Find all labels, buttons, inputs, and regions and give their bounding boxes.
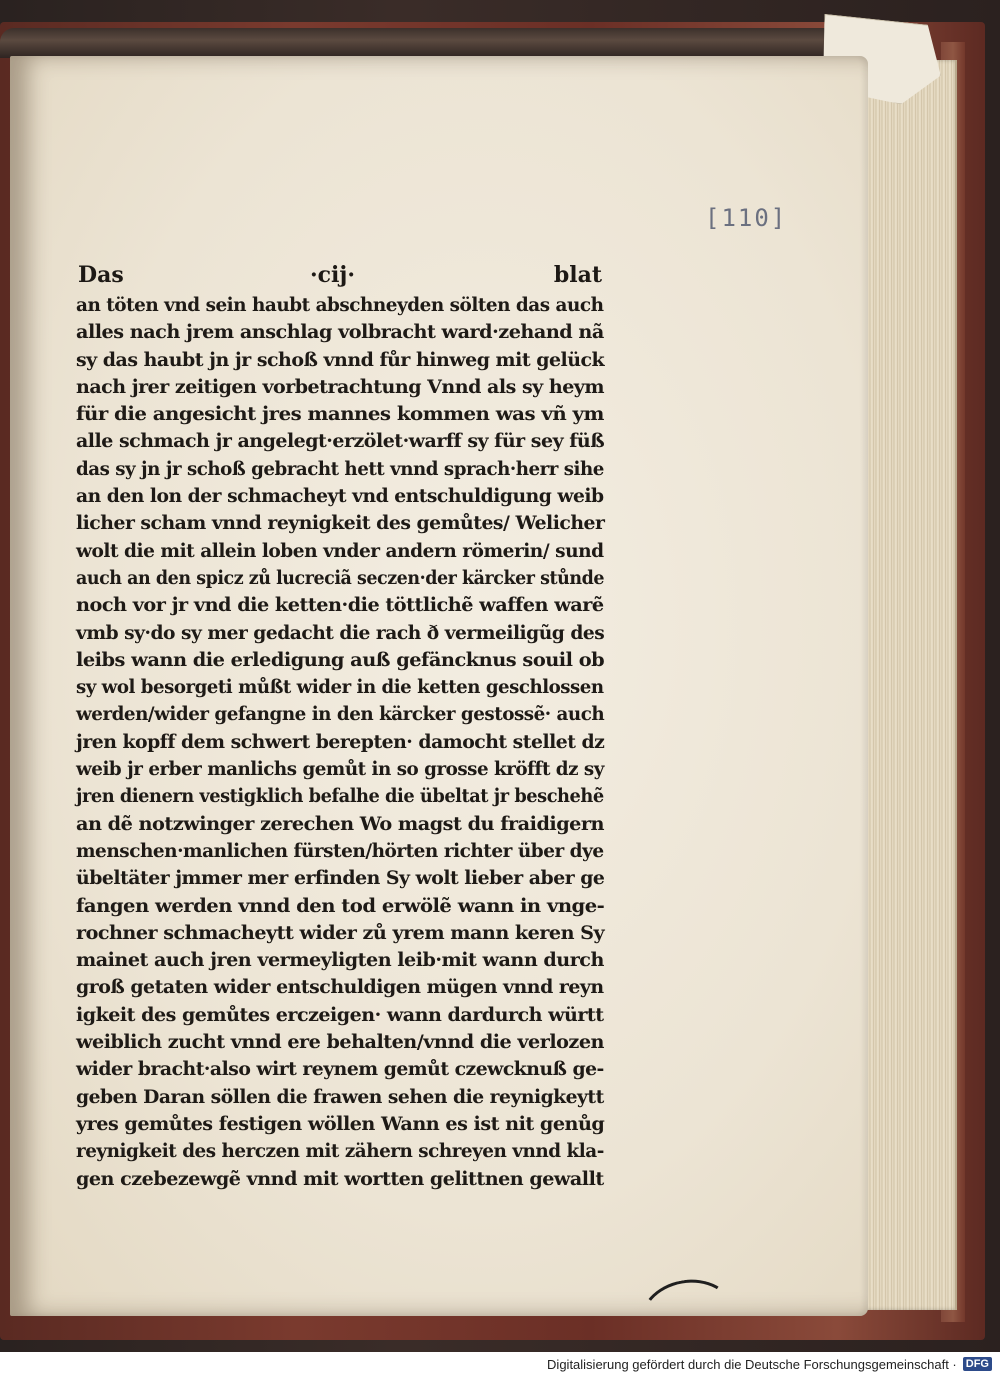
text-line: menschen·manlichen fürsten/hörten richter über dye [76,839,604,862]
pencil-folio-note: [110] [705,204,788,232]
text-line: sy wol besorgeti můßt wider in die ketten geschlossen [76,676,604,699]
text-line: an den lon der schmacheyt vnd entschuldigung weib [76,485,604,508]
text-line: geben Daran söllen die frawen sehen die reynigkeytt [76,1085,604,1108]
text-line: für die angesicht jres mannes kommen was vñ ym [76,403,604,426]
text-line: wider bracht·also wirt reynem gemůt czewcknuß ge- [76,1058,604,1081]
text-line: alles nach jrem anschlag volbracht ward·zehand nã [76,321,604,344]
text-line: fangen werden vnnd den tod erwölẽ wann in vnge- [76,894,605,917]
text-line: nach jrer zeitigen vorbetrachtung Vnnd als sy heym [76,375,605,398]
text-line: reynigkeit des herczen mit zähern schreyen vnnd kla- [76,1140,604,1163]
text-line: weiblich zucht vnnd ere behalten/vnnd die verlozen [76,1031,604,1054]
text-line: jren dienern vestigklich befalhe die übeltat jr beschehẽ [76,785,604,808]
dfg-logo: DFG [963,1357,992,1371]
text-line: jren kopff dem schwert berepten· damocht stellet dz [76,730,605,753]
book-page [10,56,868,1316]
text-line: rochner schmacheytt wider zů yrem mann keren Sy [76,921,605,944]
text-block [76,292,604,1193]
text-line: vmb sy·do sy mer gedacht die rach ð vermeiligũg des [76,621,605,644]
text-line: licher scham vnnd reynigkeit des gemůtes/ Welicher [76,512,605,535]
running-head [78,262,602,294]
text-line: übeltäter jmmer mer erfinden Sy wolt lieber aber ge [76,867,605,890]
text-line: wolt die mit allein loben vnder andern römerin/ sund [76,539,604,562]
text-line: mainet auch jren vermeyligten leib·mit wann durch [76,949,604,972]
footer-bar [0,1352,1000,1376]
text-line: gen czebezewgẽ vnnd mit wortten gelittnen gewallt [76,1167,604,1190]
funding-credit: Digitalisierung gefördert durch die Deutsche Forschungsgemeinschaft · [547,1356,957,1372]
text-line: auch an den spicz zů lucreciã seczen·der kärcker stůnde [76,566,605,589]
text-line: an dẽ notzwinger zerechen Wo magst du fraidigern [76,812,605,835]
text-line: alle schmach jr angelegt·erzölet·warff sy für sey füß [76,430,605,453]
text-line: igkeit des gemůtes erczeigen· wann dardurch württ [76,1003,604,1026]
book-headband [0,28,850,58]
text-line: sy das haubt jn jr schoß vnnd fůr hinweg mit gelück [76,348,605,371]
text-line: werden/wider gefangne in den kärcker gestossẽ· auch [76,703,605,726]
running-head-right: blat [553,262,602,288]
text-line: leibs wann die erledigung auß gefäncknus souil ob [76,648,605,671]
text-line: an töten vnd sein haubt abschneyden sölten das auch [76,294,604,316]
running-head-left: Das [78,262,124,288]
text-line: yres gemůtes festigen wöllen Wann es ist nit genůg [76,1112,605,1135]
text-line: noch vor jr vnd die ketten·die töttlichẽ waffen warẽ [76,594,604,617]
folio-number: ·cij· [310,262,356,288]
text-line: groß getaten wider entschuldigen mügen vnnd reyn [76,976,604,999]
text-line: das sy jn jr schoß gebracht hett vnnd sprach·herr sihe [76,457,604,480]
text-line: weib jr erber manlichs gemůt in so grosse kröfft dz sy [76,758,604,781]
